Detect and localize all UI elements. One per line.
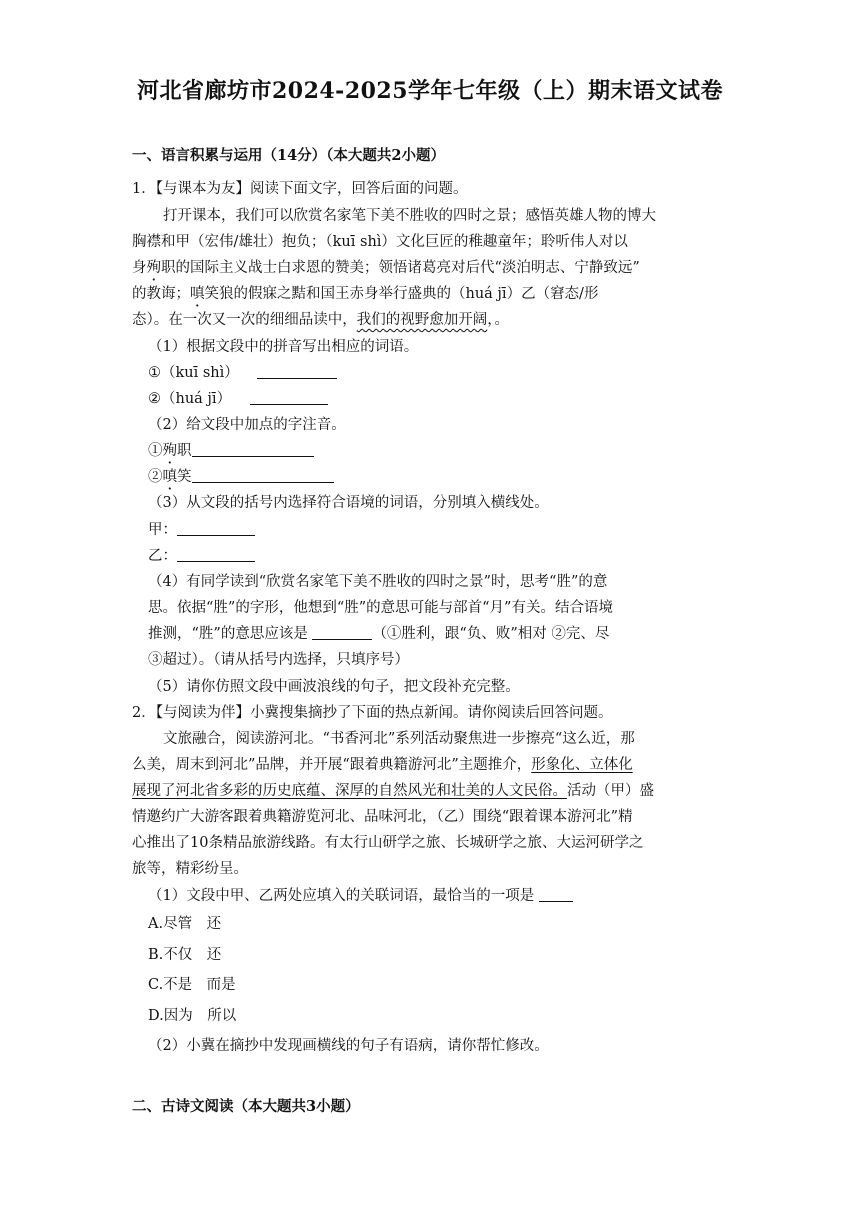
answer-label: 甲： [148, 522, 177, 538]
question-2-number: 2． [132, 705, 156, 721]
answer-blank[interactable] [192, 467, 334, 483]
q1-passage-line-1: 打开课本，我们可以欣赏名家笔下美不胜收的四时之景；感悟英雄人物的博大 [163, 208, 656, 224]
section-1-heading: 一、语言积累与运用（14分）（本大题共2小题） [132, 147, 446, 164]
q1-text: 态）。在一次又一次的细细品读中， [132, 312, 357, 328]
answer-blank[interactable] [177, 520, 255, 536]
q2-passage-line-6: 旅等，精彩纷呈。 [132, 861, 248, 877]
q2-text: （1）文段中甲、乙两处应填入的关联词语，最恰当的一项是 [148, 888, 539, 904]
dotted-char-chen: 嗔 [190, 286, 205, 302]
answer-label: 乙： [148, 548, 177, 564]
underlined-sentence: 形象化、立体化 [531, 757, 633, 773]
question-2-header [132, 703, 612, 723]
answer-blank[interactable] [250, 389, 328, 405]
answer-blank[interactable] [177, 546, 255, 562]
q1-text: 笑狼的假寐之黠和国王赤身举行盛典的（huá jī）乙（窘态/形 [204, 286, 599, 302]
option-c[interactable]: C.不是 而是 [148, 977, 236, 993]
question-2-prompt: 小冀搜集摘抄了下面的热点新闻。请你阅读后回答问题。 [249, 705, 613, 721]
exam-title: 河北省廊坊市2024-2025学年七年级（上）期末语文试卷 [136, 78, 724, 104]
q2-passage-line-4: 情邀约广大游客跟着典籍游览河北、品味河北，（乙）围绕“跟着课本游河北”精 [132, 809, 633, 825]
q1-sub-5: （5）请你仿照文段中画波浪线的句子，把文段补充完整。 [148, 679, 520, 695]
answer-label: ①（kuī shì） [148, 365, 239, 381]
answer-blank[interactable] [257, 363, 337, 379]
q1-sub-1: （1）根据文段中的拼音写出相应的词语。 [148, 339, 419, 355]
answer-label: ① [148, 443, 163, 459]
q1-passage-line-5 [132, 310, 509, 330]
q2-text: 么美，周末到河北”品牌，并开展“跟着典籍游河北”主题推介， [132, 757, 532, 773]
dotted-char: 殉 [162, 443, 177, 459]
question-1-number: 1． [132, 181, 156, 197]
section-2-heading: 二、古诗文阅读（本大题共3小题） [132, 1098, 360, 1115]
option-b[interactable]: B.不仅 还 [148, 947, 222, 963]
answer-label: ② [148, 469, 163, 485]
q1-sub-3: （3）从文段的括号内选择符合语境的词语，分别填入横线处。 [148, 495, 549, 511]
q2-passage-line-3 [132, 781, 654, 801]
wavy-underlined-sentence: 我们的视野愈加开阔 [356, 312, 488, 328]
dotted-char-xun: 殉 [146, 260, 161, 276]
answer-blank[interactable] [539, 886, 573, 902]
q2-passage-line-2 [132, 755, 633, 775]
dotted-char: 嗔 [162, 469, 177, 485]
question-2-lead: 【与阅读为伴】 [155, 705, 250, 721]
q1-sub-2b [148, 467, 334, 487]
q1-text: 身 [132, 260, 147, 276]
q1-sub-2: （2）给文段中加点的字注音。 [148, 417, 346, 433]
q1-text: ，。 [487, 312, 509, 328]
answer-label: 职 [177, 443, 192, 459]
q1-passage-line-4 [132, 284, 598, 304]
answer-label: 笑 [177, 469, 192, 485]
underlined-sentence: 展现了河北省多彩的历史底蕴、深厚的自然风光和壮美的人文民俗。 [132, 783, 567, 799]
q1-sub-3b [148, 546, 255, 566]
question-1-prompt: 阅读下面文字，回答后面的问题。 [249, 181, 468, 197]
answer-blank[interactable] [192, 441, 314, 457]
q1-passage-line-3 [132, 258, 640, 278]
q1-text: 推测，“胜”的意思应该是 [148, 626, 313, 642]
q2-text: 活动（甲）盛 [567, 783, 654, 799]
question-1-lead: 【与课本为友】 [155, 181, 250, 197]
q2-sub-1 [148, 886, 573, 906]
q1-sub-3a [148, 520, 255, 540]
q1-sub-2a [148, 441, 314, 461]
q1-passage-line-2: 胸襟和甲（宏伟/雄壮）抱负；（kuī shì）文化巨匠的稚趣童年；聆听伟人对以 [132, 234, 628, 250]
option-d[interactable]: D.因为 所以 [148, 1008, 237, 1024]
q1-sub-4-line-4: ③超过）。（请从括号内选择，只填序号） [148, 652, 409, 668]
q1-text: 的教诲； [132, 286, 190, 302]
q2-passage-line-5: 心推出了10条精品旅游线路。有太行山研学之旅、长城研学之旅、大运河研学之 [132, 835, 644, 851]
q1-text: 职的国际主义战士白求恩的赞美；领悟诸葛亮对后代“淡泊明志、宁静致远” [161, 260, 640, 276]
option-a[interactable]: A.尽管 还 [148, 916, 222, 932]
q1-sub-4-line-2: 思。依据“胜”的字形，他想到“胜”的意思可能与部首“月”有关。结合语境 [148, 600, 613, 616]
answer-blank[interactable] [312, 624, 372, 640]
q1-sub-4-line-3 [148, 624, 609, 644]
q1-sub-4-line-1: （4）有同学读到“欣赏名家笔下美不胜收的四时之景”时，思考“胜”的意 [148, 574, 608, 590]
q2-passage-line-1: 文旅融合，阅读游河北。“书香河北”系列活动聚焦进一步擦亮“这么近，那 [163, 731, 635, 747]
q1-text: （①胜利，跟“负、败”相对 ②完、尽 [372, 626, 610, 642]
q1-sub-1b [148, 389, 328, 409]
question-1-header [132, 179, 467, 199]
answer-label: ②（huá jī） [148, 391, 232, 407]
q2-sub-2: （2）小冀在摘抄中发现画横线的句子有语病，请你帮忙修改。 [148, 1038, 549, 1054]
q1-sub-1a [148, 363, 337, 383]
